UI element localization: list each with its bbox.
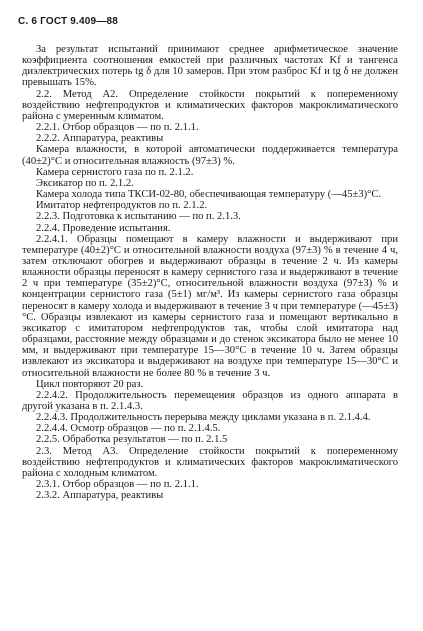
paragraph-sulfur-chamber: Камера сернистого газа по п. 2.1.2. [36, 166, 194, 178]
paragraph-equipment-heading: 2.2.2. Аппаратура, реактивы [36, 133, 164, 145]
paragraph-break-duration: 2.2.4.3. Продолжительность перерыва между циклами указана в п. 2.1.4.4. [36, 412, 371, 424]
paragraph-procedure-steps: 2.2.4.1. Образцы помещают в камеру влажности и выдерживают при температуре (40±2)°С и относительной влажности воздуха (97±3) % в течение 4 ч, затем отключают обогрев и выдерживают образцы в течение 2 ч. Из камеры влажности образцы переносят в камеру сернистого газа и выдерживают в течение 2 ч при температуре (35±2)°С, относительной влажности воздуха (97±3) % и концентрации сернистого газа (5±1) мг/м³. Из камеры сернистого газа образцы переносят в камеру холода и выдерживают в течение 3 ч при температуре (—45±3)°С. Образцы извлекают из камеры сернистого газа и помещают вертикально в эксикатор с имитатором нефтепродуктов так, чтобы слой имитатора над образцами, расстояние между образцами и до стенок эксикатора было не менее 10 мм, и выдерживают при температуре 15—30°С в течение 10 ч. Затем образцы извлекают из эксикатора и выдерживают на воздухе при температуре 15—30°С и относительной влажности не более 80 % в течение 3 ч. [22, 233, 398, 379]
paragraph-inspection: 2.2.4.4. Осмотр образцов — по п. 2.1.4.5. [36, 423, 221, 435]
paragraph-equipment-a3: 2.3.2. Аппаратура, реактивы [36, 490, 164, 502]
paragraph-preparation: 2.2.3. Подготовка к испытанию — по п. 2.1.3. [36, 211, 241, 223]
paragraph-transfer-duration: 2.2.4.2. Продолжительность перемещения образцов из одного аппарата в другой указана в п. 2.1.4.3. [22, 389, 398, 412]
paragraph-procedure-heading: 2.2.4. Проведение испытания. [36, 222, 171, 234]
paragraph-results: За результат испытаний принимают среднее арифметическое значение коэффициента соотношения емкостей при различных частотах Kf и тангенса диэлектрических потерь tg δ для 10 замеров. При этом разброс Kf и tg δ не должен превышать 15%. [22, 44, 398, 89]
paragraph-processing: 2.2.5. Обработка результатов — по п. 2.1.5 [36, 434, 228, 446]
paragraph-humidity-chamber: Камера влажности, в которой автоматически поддерживается температура (40±2)°С и относительная влажность (97±3) %. [22, 144, 398, 167]
paragraph-cold-chamber: Камера холода типа ТКСИ-02-80, обеспечивающая температуру (—45±3)°С. [36, 189, 382, 201]
paragraph-simulator: Имитатор нефтепродуктов по п. 2.1.2. [36, 200, 208, 212]
paragraph-method-a3: 2.3. Метод А3. Определение стойкости покрытий к попеременному воздействию нефтепродуктов и климатических факторов макроклиматического района с холодным климатом. [22, 445, 398, 479]
paragraph-sampling: 2.2.1. Отбор образцов — по п. 2.1.1. [36, 122, 199, 134]
paragraph-method-a2: 2.2. Метод А2. Определение стойкости покрытий к попеременному воздействию нефтепродуктов и климатических факторов макроклиматического района с умеренным климатом. [22, 88, 398, 122]
paragraph-desiccator: Эксикатор по п. 2.1.2. [36, 177, 134, 189]
document-body [22, 44, 398, 501]
paragraph-sampling-a3: 2.3.1. Отбор образцов — по п. 2.1.1. [36, 479, 199, 491]
page-header: С. 6 ГОСТ 9.409—88 [18, 16, 119, 27]
paragraph-cycle-repeat: Цикл повторяют 20 раз. [36, 378, 144, 390]
